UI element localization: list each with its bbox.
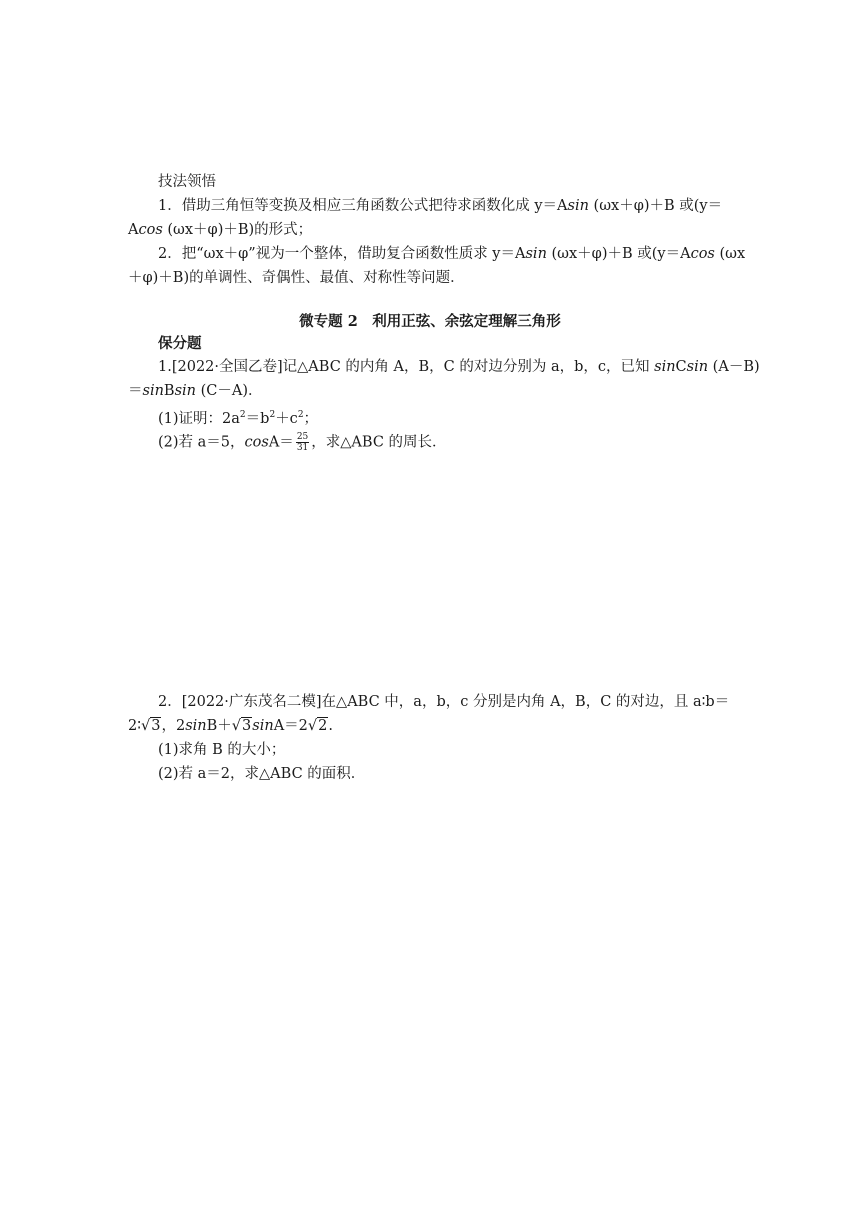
q2-part-2: (2)若 a＝2，求△ABC 的面积． [158, 766, 366, 782]
text: B [163, 383, 175, 399]
sqrt: √3 [141, 718, 161, 734]
q1-part-1 [158, 405, 318, 429]
cos-fn: cos [244, 434, 269, 451]
sin-fn: sin [174, 383, 196, 399]
q2-line-1: 2．[2022·广东茂名二模]在△ABC 中，a，b，c 分别是内角 A，B，C 的对边，且 a∶b＝ [158, 694, 730, 710]
sin-fn: sin [142, 383, 164, 399]
text: ＝b [245, 410, 270, 427]
text: A＝2 [273, 718, 308, 734]
sin-fn: sin [252, 718, 274, 734]
q1-line-2 [128, 381, 263, 401]
text: (ωx [714, 246, 746, 262]
q1-part-2 [158, 432, 447, 453]
text: (ωx＋φ)＋B 或(y＝ [588, 198, 723, 214]
sqrt: √3 [231, 718, 252, 734]
sqrt: √2 [307, 718, 328, 734]
text: 2∶ [128, 718, 141, 734]
fraction-numerator: 25 [296, 432, 309, 442]
text: ； [303, 410, 319, 427]
tip-1-line-2 [128, 220, 312, 240]
text: 2．把“ωx＋φ”视为一个整体，借助复合函数性质求 y＝A [158, 246, 526, 262]
text: (ωx＋φ)＋B 或(y＝A [546, 246, 691, 262]
superscript: 2 [269, 410, 276, 420]
text: ，2 [161, 718, 186, 734]
text: 1．借助三角恒等变换及相应三角函数公式把待求函数化成 y＝A [158, 198, 568, 214]
text: 1.[2022·全国乙卷]记△ABC 的内角 A，B，C 的对边分别为 a，b，c，已知 [158, 359, 655, 375]
radicand: 3 [151, 718, 161, 734]
text: ，求△ABC 的周长． [311, 434, 447, 451]
text: (1)证明：2a [158, 410, 240, 427]
cos-fn: cos [690, 246, 715, 262]
subheading: 保分题 [158, 335, 202, 352]
sin-fn: sin [525, 246, 547, 262]
radicand: 3 [242, 718, 252, 734]
tip-2-line-2: ＋φ)＋B)的单调性、奇偶性、最值、对称性等问题． [128, 270, 465, 286]
tip-2-line-1 [158, 244, 745, 264]
fraction [296, 432, 309, 453]
superscript: 2 [297, 410, 304, 420]
fraction-denominator: 31 [296, 443, 309, 453]
radicand: 2 [318, 718, 328, 734]
section-heading: 微专题 2 利用正弦、余弦定理解三角形 [299, 313, 561, 330]
text: ＋c [275, 410, 298, 427]
text: (C－A)． [196, 383, 263, 399]
text: . [328, 718, 333, 734]
q1-line-1 [158, 357, 760, 377]
sin-fn: sin [185, 718, 207, 734]
tip-1-line-1 [158, 196, 722, 216]
text: (ωx＋φ)＋B)的形式； [162, 222, 313, 238]
text: A [128, 222, 139, 238]
sin-fn: sin [567, 198, 589, 214]
q2-line-2 [128, 716, 333, 736]
sin-fn: sin [686, 359, 709, 375]
section-title: 技法领悟 [158, 174, 216, 190]
text: A＝ [268, 434, 294, 451]
sin-fn: sin [654, 359, 676, 375]
text: B＋ [206, 718, 232, 734]
text: ＝ [128, 383, 143, 399]
superscript: 2 [239, 410, 246, 420]
text: C [675, 359, 687, 375]
text: (A－B) [708, 359, 760, 375]
q2-part-1: (1)求角 B 的大小； [158, 742, 286, 758]
cos-fn: cos [138, 222, 163, 238]
text: (2)若 a＝5， [158, 434, 245, 451]
